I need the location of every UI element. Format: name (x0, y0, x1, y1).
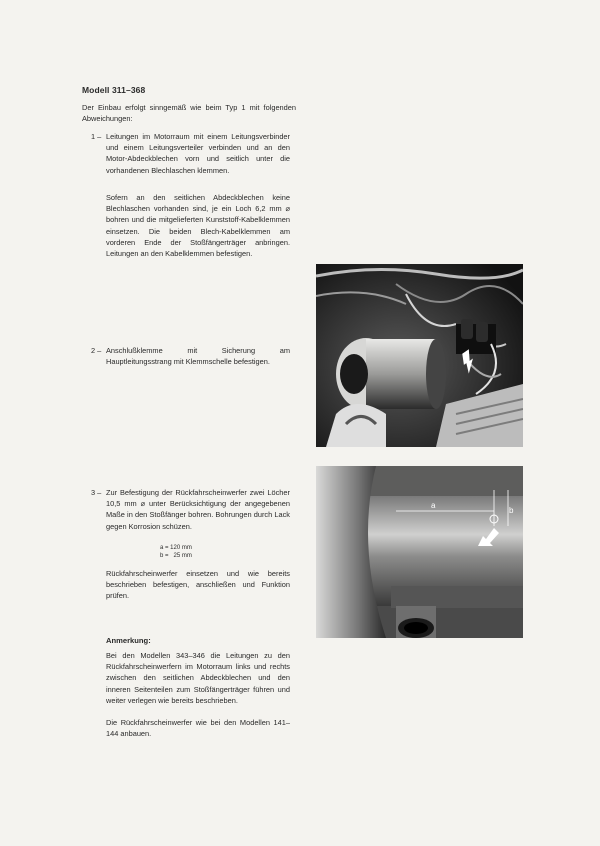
dimension-b-label: b (509, 506, 514, 515)
dimension-list (160, 544, 192, 560)
step-1-text: Leitungen im Motorraum mit einem Leitungsverbinder und einem Leitungsverteiler verbinden und an den Motor-Abdeckblechen vorn und seitlich unter die vorhandenen Blechlaschen klemmen. (106, 132, 290, 175)
engine-compartment-photo (316, 264, 523, 447)
step-3-number: 3 – (91, 488, 102, 497)
step-2-number: 2 – (91, 346, 102, 355)
step-3-text: Zur Befestigung der Rückfahrscheinwerfer zwei Löcher 10,5 mm ⌀ unter Berücksichtigung der angegebenen Maße in den Stoßfänger bohren. Bohrungen durch Lack gegen Korrosion schüzen. (106, 488, 290, 531)
step-3-extra-text: Rückfahrscheinwerfer einsetzen und wie bereits beschrieben befestigen, anschließen und Funktion prüfen. (106, 569, 290, 601)
bumper-dimensions-photo (316, 466, 523, 638)
note-paragraph-2: Die Rückfahrscheinwerfer wie bei den Modellen 141–144 anbauen. (106, 718, 290, 739)
note-paragraph-1: Bei den Modellen 343–346 die Leitungen zu den Rückfahrscheinwerfern im Motorraum links und rechts zwischen den seitlichen Abdeckblechen und den inneren Seitenteilen zum Stoßfängerträger führen und weiter verlegen wie bereits beschrieben. (106, 651, 290, 705)
dimension-a: a = 120 mm (160, 545, 192, 551)
section-heading: Modell 311–368 (82, 85, 146, 95)
intro-paragraph: Der Einbau erfolgt sinngemäß wie beim Typ 1 mit folgenden Abweichungen: (82, 103, 296, 124)
step-2-text: Anschlußklemme mit Sicherung am Hauptleitungsstrang mit Klemmschelle befestigen. (106, 346, 290, 367)
step-1-extra-text: Sofern an den seitlichen Abdeckblechen keine Blechlaschen vorhanden sind, je ein Loch 6,2 mm ⌀ bohren und die mitgelieferten Kunststoff-Kabelklemmen einsetzen. Die beiden Blech-Kabelklemmen am vorderen Ende der Stoßfängerträger anbringen. Leitungen an den Kabelklemmen befestigen. (106, 193, 290, 259)
dimension-a-label: a (431, 501, 436, 510)
step-1-number: 1 – (91, 132, 102, 141)
note-heading: Anmerkung: (106, 636, 151, 645)
dimension-b: b = 25 mm (160, 553, 192, 559)
